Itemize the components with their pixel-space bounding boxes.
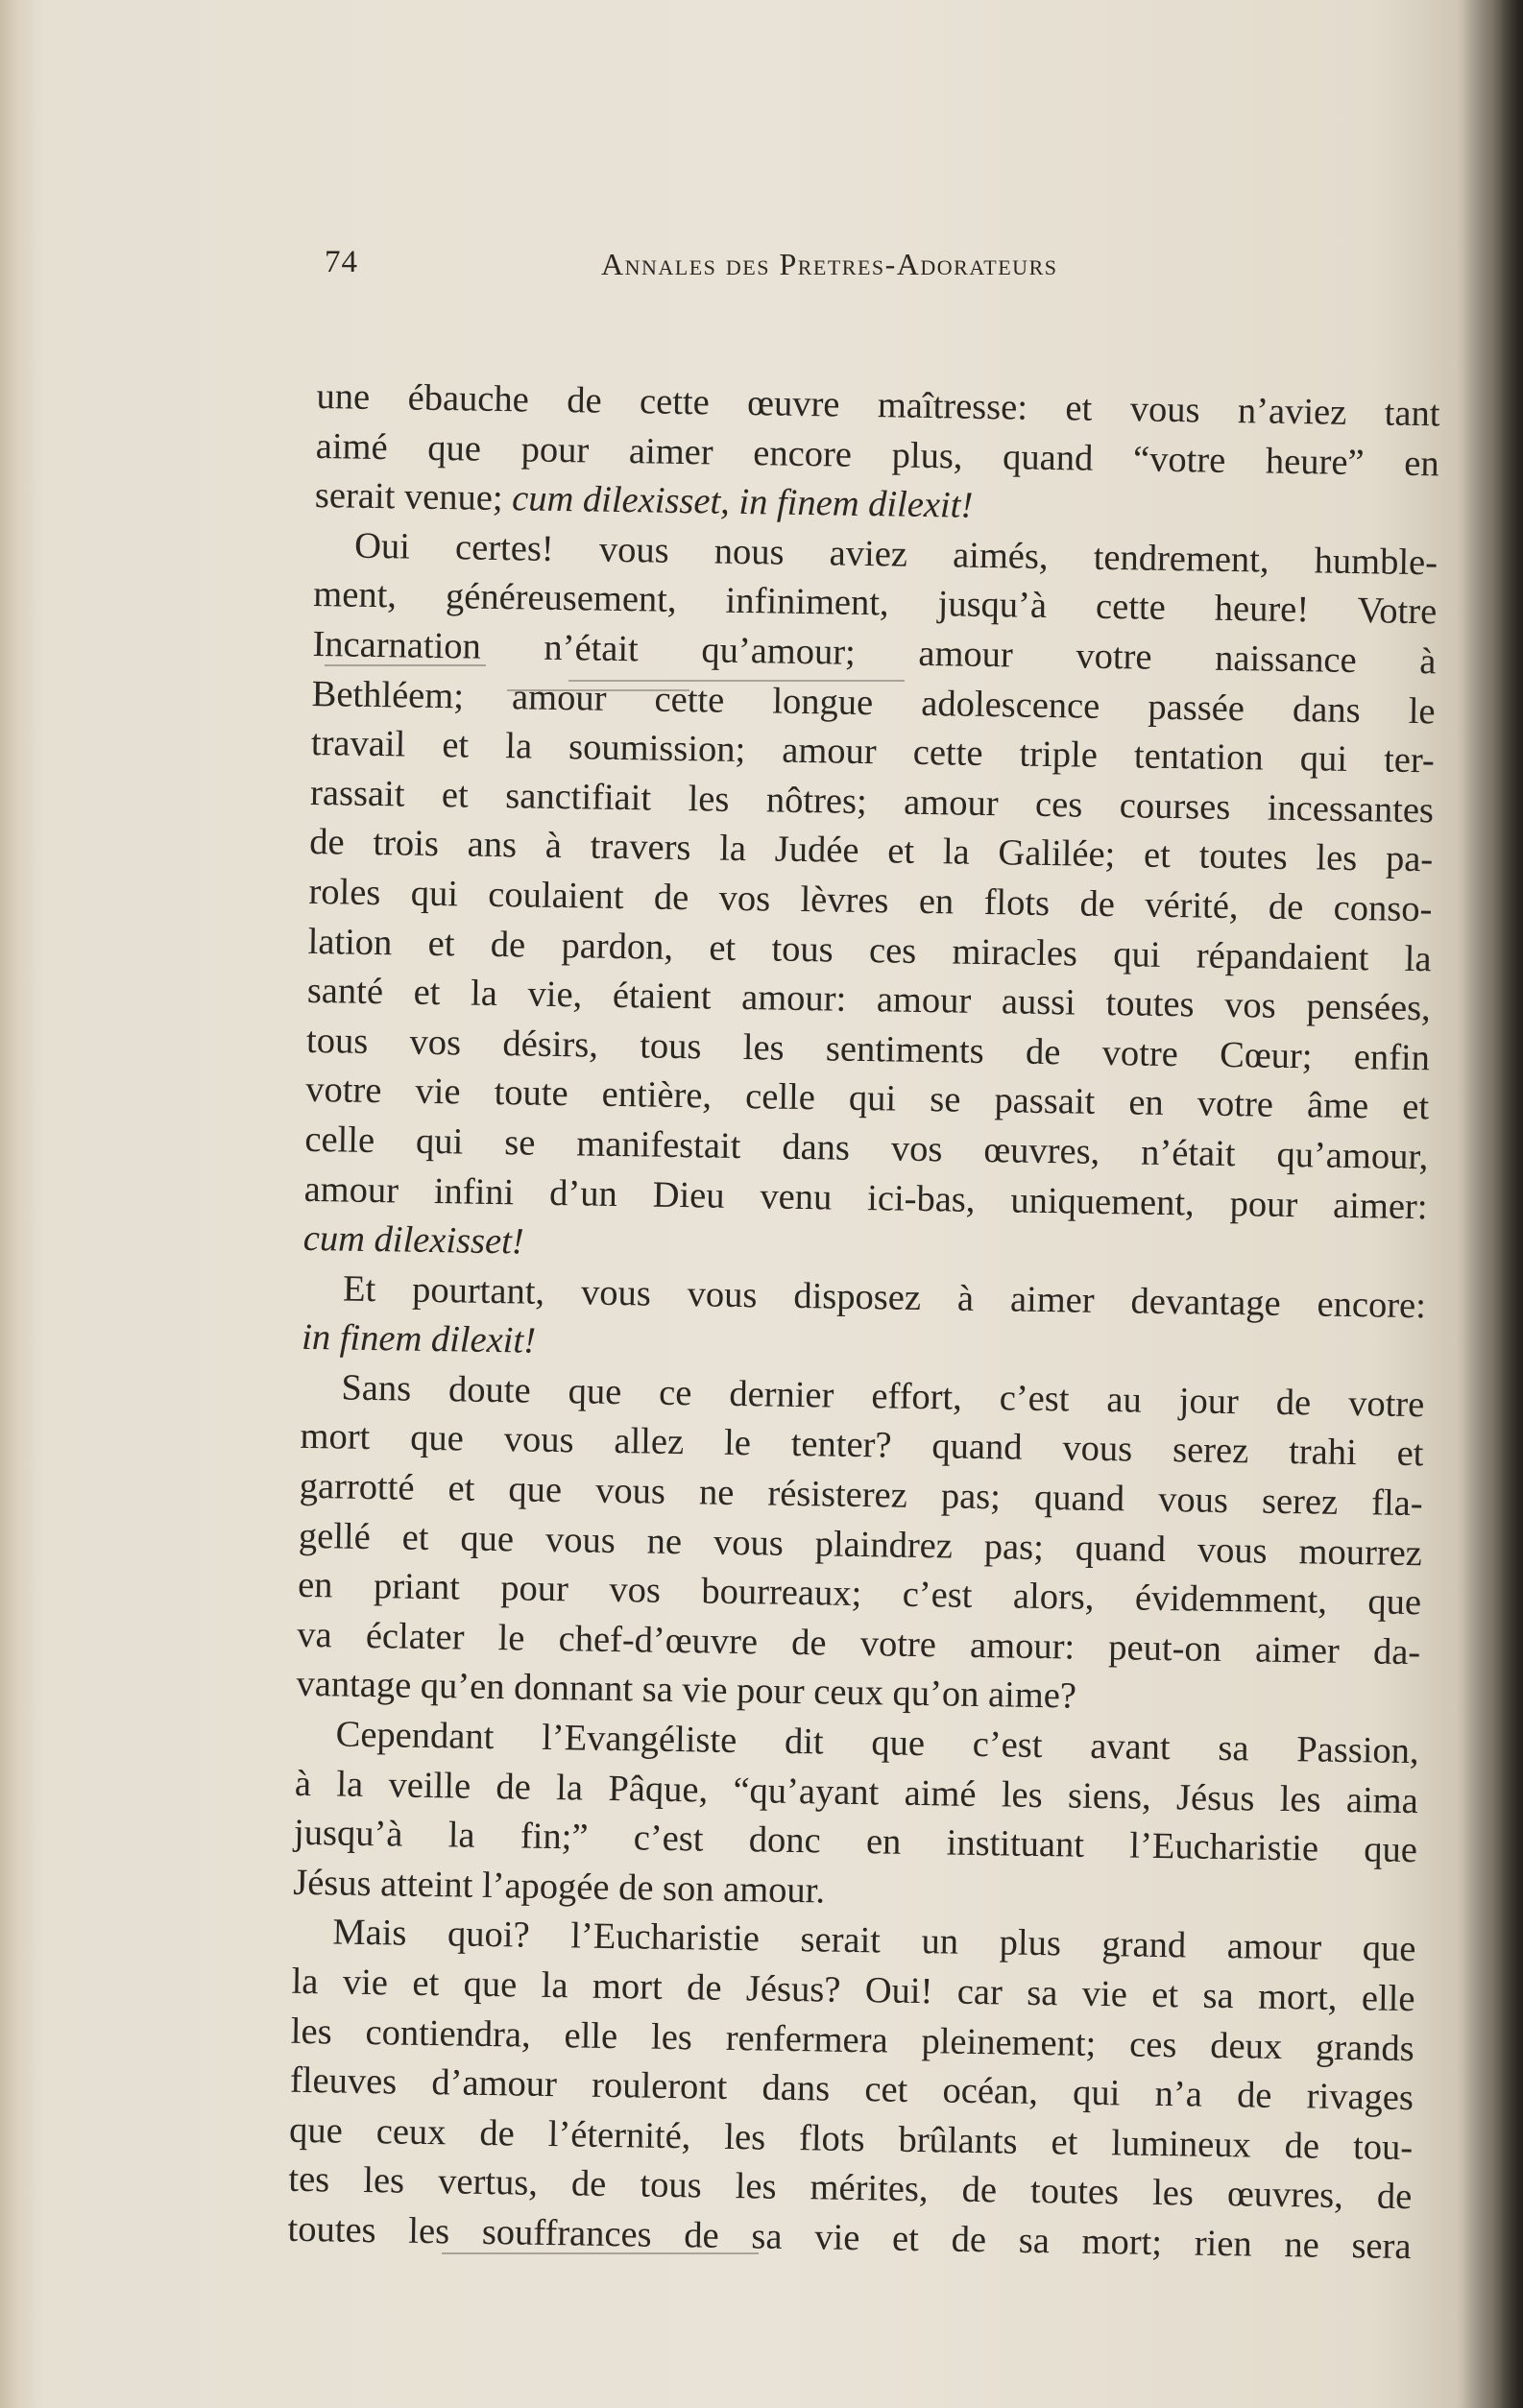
text-line: gellé et que vous ne vous plaindrez pas; quand vous mourrez bbox=[298, 1515, 1423, 1574]
text-line: la vie et que la mort de Jésus? Oui! car sa vie et sa mort, elle bbox=[291, 1961, 1415, 2020]
text-line: les contiendra, elle les renfermera pleinement; ces deux grands bbox=[290, 2011, 1415, 2069]
text-line: in finem dilexit! bbox=[301, 1317, 537, 1361]
text-line: jusqu’à la fin;” c’est donc en instituant l’Eucharistie que bbox=[293, 1813, 1418, 1871]
text-line: Oui certes! vous nous aviez aimés, tendrement, humble- bbox=[353, 525, 1438, 584]
text-line: celle qui se manifestait dans vos œuvres, n’était qu’amour, bbox=[304, 1119, 1429, 1178]
text-line: Cependant l’Evangéliste dit que c’est avant sa Passion, bbox=[335, 1714, 1419, 1772]
text-line: garrotté et que vous ne résisterez pas; quand vous serez fla- bbox=[299, 1465, 1423, 1525]
text-line: amour infini d’un Dieu venu ici-bas, uniquement, pour aimer: bbox=[303, 1168, 1428, 1227]
text-line: vantage qu’en donnant sa vie pour ceux qu’on aime? bbox=[296, 1664, 1077, 1718]
text-line: que ceux de l’éternité, les flots brûlants et lumineux de tou- bbox=[288, 2109, 1414, 2168]
page-number: 74 bbox=[325, 245, 358, 279]
text-line: tes les vertus, de tous les mérites, de toutes les œuvres, de bbox=[288, 2159, 1413, 2218]
body-text bbox=[287, 373, 1440, 2273]
text-line: fleuves d’amour rouleront dans cet océan, qui n’a de rivages bbox=[289, 2059, 1414, 2119]
pencil-underline bbox=[568, 680, 905, 682]
text-line: roles qui coulaient de vos lèvres en flots de vérité, de conso- bbox=[308, 871, 1433, 930]
text-line: tous vos désirs, tous les sentiments de votre Cœur; enfin bbox=[305, 1020, 1431, 1079]
running-title: Annales des Pretres-Adorateurs bbox=[601, 247, 1058, 281]
text-line: cum dilexisset! bbox=[302, 1217, 524, 1263]
text-line: mort que vous allez le tenter? quand vous serez trahi et bbox=[300, 1416, 1424, 1475]
text-line: Incarnation n’était qu’amour; amour votre naissance à bbox=[312, 623, 1437, 683]
pencil-underline bbox=[442, 2252, 759, 2254]
pencil-underline bbox=[507, 689, 689, 691]
page-left-edge bbox=[0, 0, 35, 2408]
text-line: de trois ans à travers la Judée et la Galilée; et toutes les pa- bbox=[308, 822, 1434, 880]
text-line: Mais quoi? l’Eucharistie serait un plus grand amour que bbox=[332, 1912, 1416, 1970]
text-line: Bethléem; amour cette longue adolescence passée dans le bbox=[311, 673, 1436, 732]
page-header bbox=[325, 245, 1448, 283]
text-line: votre vie toute entière, celle qui se passait en votre âme et bbox=[304, 1070, 1430, 1128]
text-line: toutes les souffrances de sa vie et de sa mort; rien ne sera bbox=[287, 2208, 1412, 2268]
pencil-underline bbox=[325, 664, 486, 666]
text-line: ment, généreusement, infiniment, jusqu’à cette heure! Votre bbox=[313, 574, 1438, 633]
text-line: rassait et sanctifiait les nôtres; amour ces courses incessantes bbox=[309, 772, 1435, 831]
text-line: une ébauche de cette œuvre maîtresse: et vous n’aviez tant bbox=[316, 375, 1440, 435]
text-line: travail et la soumission; amour cette triple tentation qui ter- bbox=[310, 723, 1436, 782]
text-line: Et pourtant, vous vous disposez à aimer devantage encore: bbox=[342, 1268, 1427, 1326]
text-line: en priant pour vos bourreaux; c’est alors, évidemment, que bbox=[297, 1565, 1422, 1624]
text-line: à la veille de la Pâque, “qu’ayant aimé les siens, Jésus les aima bbox=[294, 1763, 1419, 1821]
page-gutter-shadow bbox=[1456, 0, 1523, 2408]
text-line: Sans doute que ce dernier effort, c’est au jour de votre bbox=[341, 1367, 1425, 1426]
text-line: va éclater le chef-d’œuvre de votre amour: peut-on aimer da- bbox=[297, 1614, 1421, 1674]
text-line: serait venue; cum dilexisset, in finem dilexit! bbox=[314, 475, 974, 526]
text-line: santé et la vie, étaient amour: amour aussi toutes vos pensées, bbox=[306, 971, 1432, 1029]
text-line: lation et de pardon, et tous ces miracles qui répandaient la bbox=[307, 921, 1432, 979]
text-line: aimé que pour aimer encore plus, quand “votre heure” en bbox=[315, 425, 1439, 484]
text-line: Jésus atteint l’apogée de son amour. bbox=[292, 1862, 826, 1912]
